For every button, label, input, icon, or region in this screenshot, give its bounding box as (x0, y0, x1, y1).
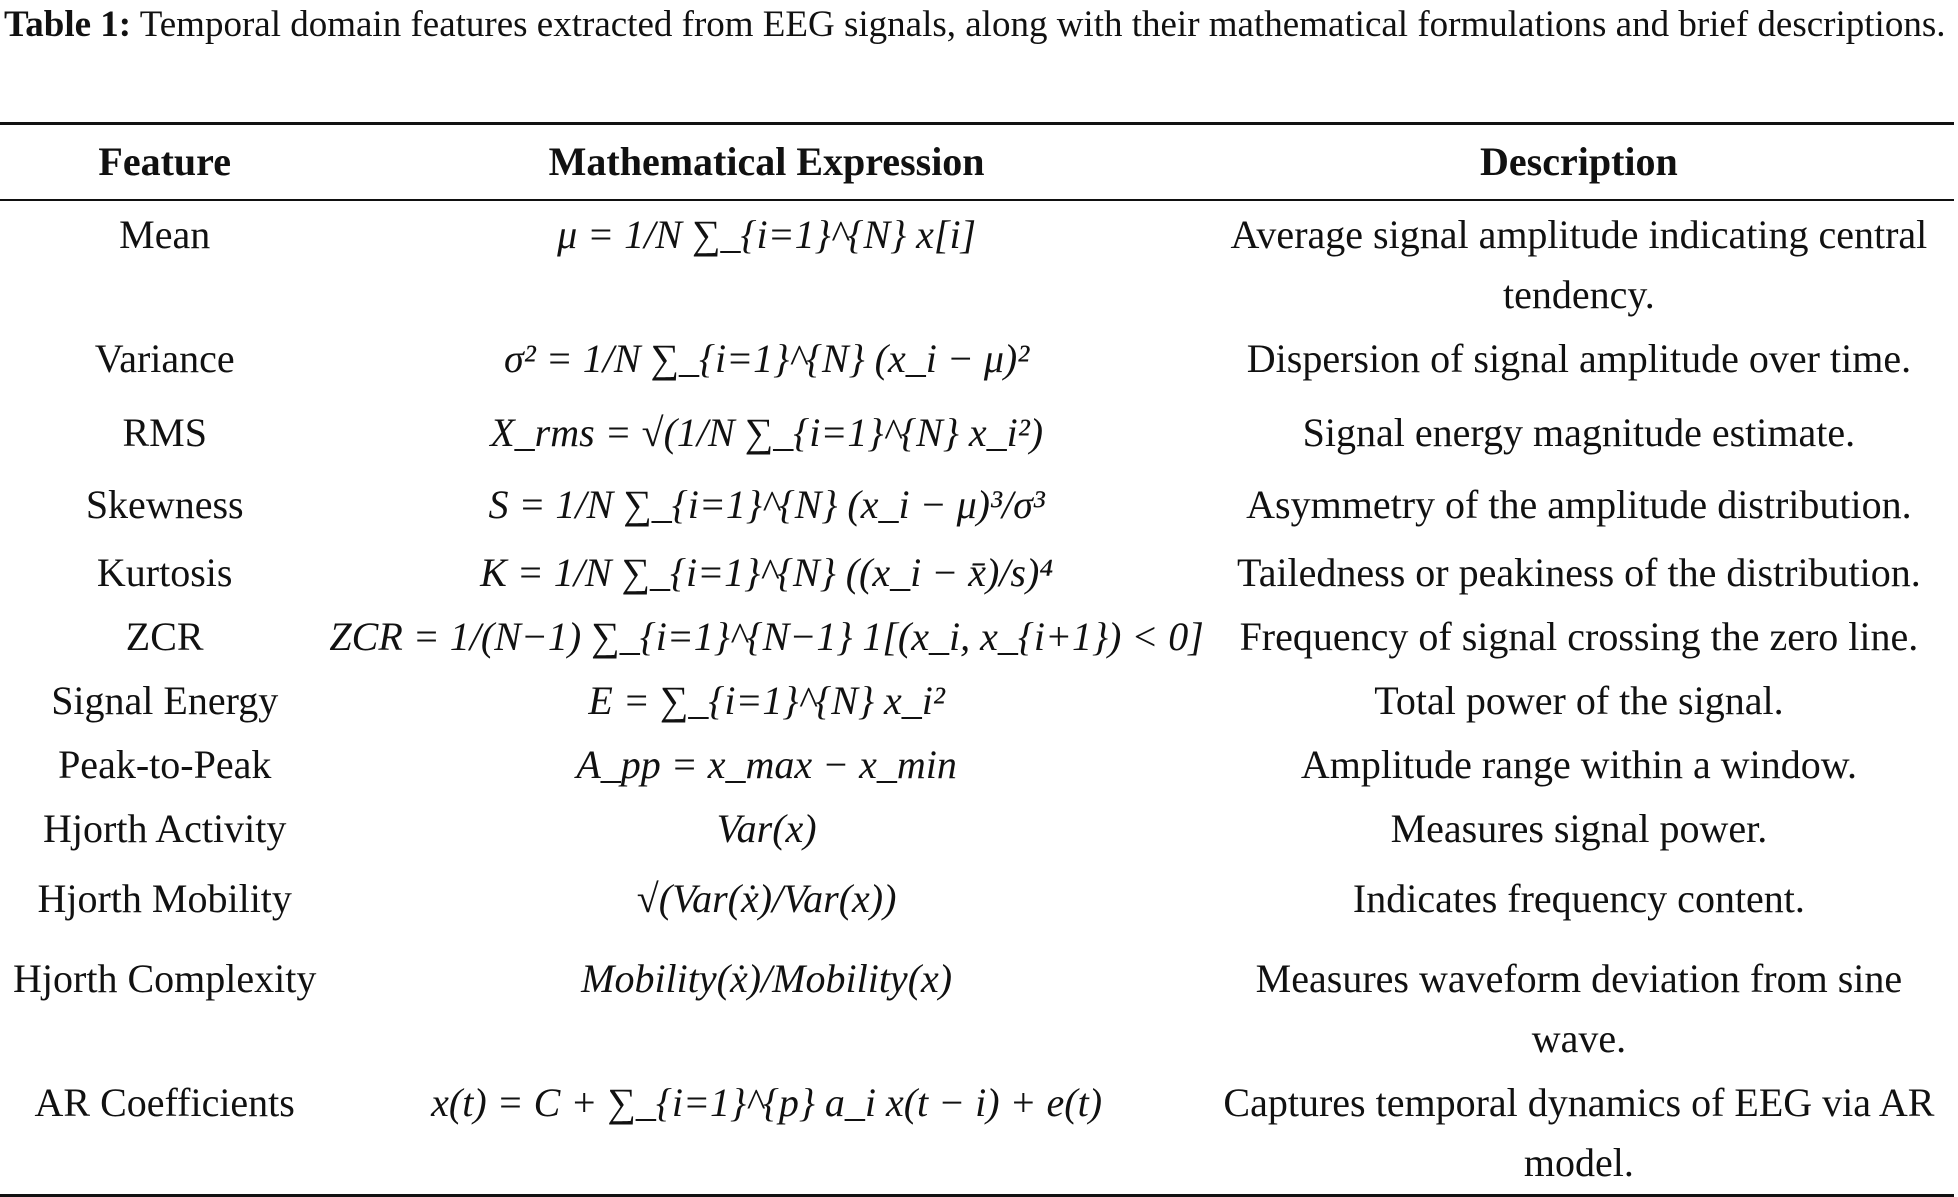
math-expression: σ² = 1/N ∑_{i=1}^{N} (x_i − μ)² (504, 336, 1030, 381)
feature-description: Frequency of signal crossing the zero line. (1239, 614, 1919, 659)
feature-name: AR Coefficients (0, 1069, 329, 1195)
feature-name: Skewness (85, 482, 244, 527)
table-row (0, 399, 1954, 471)
feature-name: Hjorth Complexity (13, 956, 317, 1001)
caption-text: Temporal domain features extracted from EEG signals, along with their mathematical formulations and brief descriptions. (139, 4, 1946, 45)
table-row (0, 1069, 1954, 1195)
feature-description: Signal energy magnitude estimate. (1302, 410, 1856, 455)
header-expression: Mathematical Expression (329, 124, 1203, 201)
math-expression: E = ∑_{i=1}^{N} x_i² (588, 678, 945, 723)
feature-description: Captures temporal dynamics of EEG via AR model. (1204, 1069, 1954, 1195)
feature-description: Tailedness or peakiness of the distribution. (1237, 550, 1921, 595)
feature-name: Peak-to-Peak (58, 742, 272, 787)
table-row (0, 945, 1954, 1069)
feature-name: Mean (119, 212, 211, 257)
math-expression: Mobility(ẋ)/Mobility(x) (581, 956, 953, 1001)
feature-name: Kurtosis (96, 550, 233, 595)
math-expression: S = 1/N ∑_{i=1}^{N} (x_i − μ)³/σ³ (488, 482, 1045, 527)
math-expression: x(t) = C + ∑_{i=1}^{p} a_i x(t − i) + e(t) (329, 1069, 1203, 1195)
table-row (0, 603, 1954, 667)
math-expression: √(Var(ẋ)/Var(x)) (636, 876, 897, 921)
feature-name: RMS (122, 410, 207, 455)
header-description: Description (1204, 124, 1954, 201)
header-row (0, 124, 1954, 201)
feature-name: Hjorth Activity (43, 806, 287, 851)
header-feature: Feature (0, 124, 329, 201)
math-expression: K = 1/N ∑_{i=1}^{N} ((x_i − x̄)/s)⁴ (480, 550, 1054, 595)
feature-description: Amplitude range within a window. (1300, 742, 1858, 787)
features-table (0, 122, 1954, 1197)
table-row (0, 200, 1954, 325)
table-row (0, 667, 1954, 731)
feature-description: Indicates frequency content. (1352, 876, 1805, 921)
math-expression: A_pp = x_max − x_min (576, 742, 957, 787)
feature-description: Dispersion of signal amplitude over time. (1246, 336, 1912, 381)
table-row (0, 471, 1954, 539)
table-row (0, 539, 1954, 603)
math-expression: X_rms = √(1/N ∑_{i=1}^{N} x_i²) (490, 410, 1044, 455)
feature-description: Asymmetry of the amplitude distribution. (1246, 482, 1912, 527)
feature-description: Average signal amplitude indicating central tendency. (1230, 212, 1928, 317)
table-row (0, 325, 1954, 399)
math-expression: μ = 1/N ∑_{i=1}^{N} x[i] (557, 212, 977, 257)
table-row (0, 731, 1954, 795)
feature-name: ZCR (125, 614, 204, 659)
table-row (0, 865, 1954, 945)
math-expression: ZCR = 1/(N−1) ∑_{i=1}^{N−1} 1[(x_i, x_{i+1}) < 0] (329, 614, 1204, 659)
caption-label: Table 1: (4, 4, 132, 45)
feature-description: Total power of the signal. (1374, 678, 1784, 723)
feature-name: Signal Energy (51, 678, 279, 723)
table-row (0, 795, 1954, 865)
feature-description: Measures signal power. (1390, 806, 1768, 851)
feature-name: Hjorth Mobility (37, 876, 292, 921)
table-caption (4, 0, 1954, 49)
math-expression: Var(x) (716, 806, 817, 851)
feature-description: Measures waveform deviation from sine wave. (1255, 956, 1903, 1061)
feature-name: Variance (94, 336, 235, 381)
